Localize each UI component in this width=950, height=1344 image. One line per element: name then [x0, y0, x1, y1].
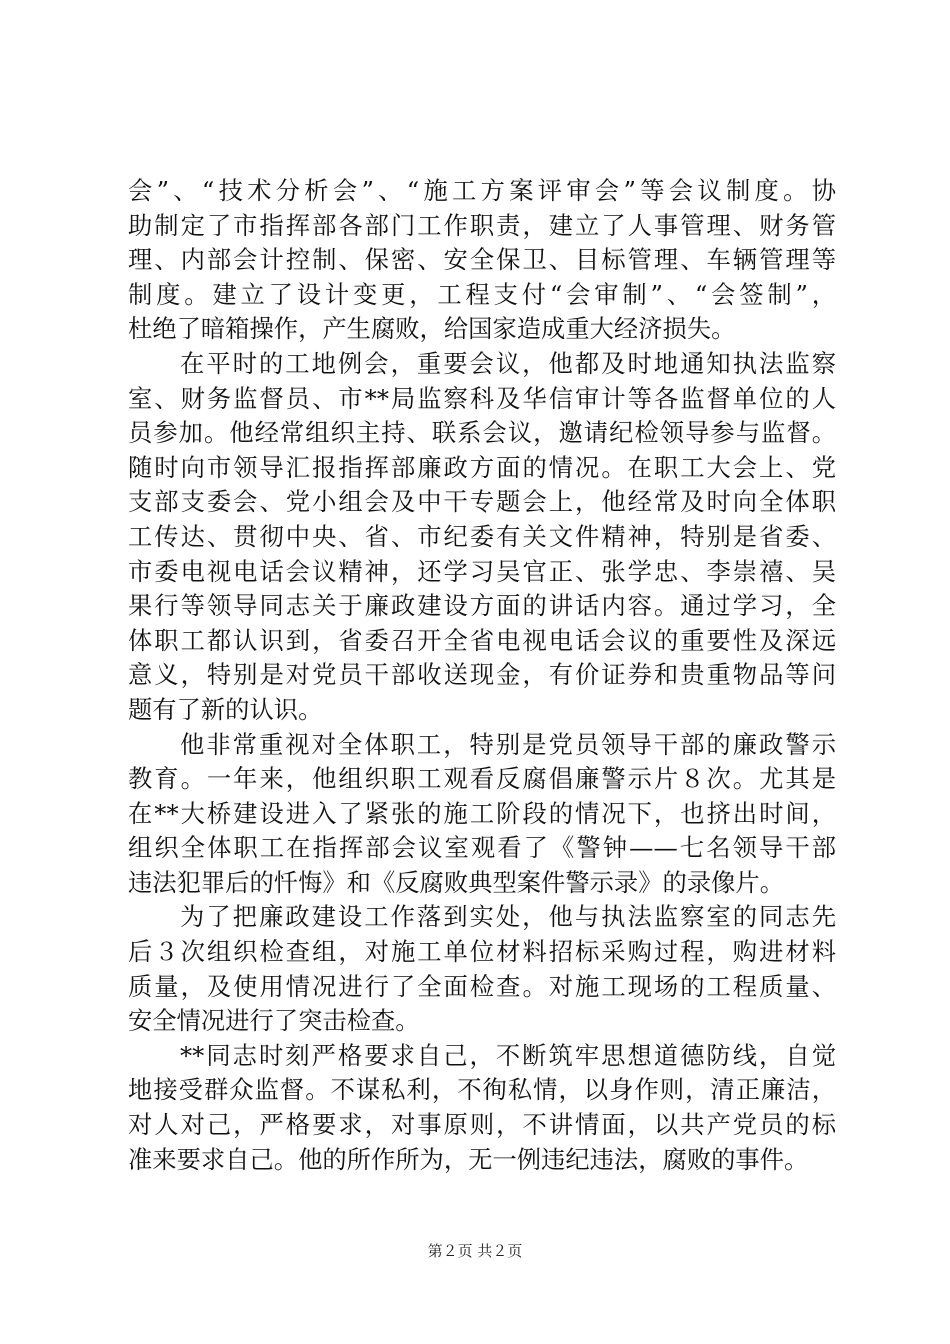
- text-line: 准来要求自己。他的所作所为，无一例违纪违法，腐败的事件。: [128, 1144, 809, 1174]
- text-line: 在**大桥建设进入了紧张的施工阶段的情况下，也挤出时间，: [128, 798, 836, 828]
- text-line: **同志时刻严格要求自己，不断筑牢思想道德防线，自觉: [180, 1040, 836, 1070]
- page-footer: 第２页 共２页: [427, 1242, 523, 1260]
- document-body: [128, 174, 836, 1177]
- paragraph: [128, 728, 836, 901]
- text-line: 理、内部会计控制、保密、安全保卫、目标管理、车辆管理等: [128, 245, 836, 275]
- text-line: 市委电视电话会议精神，还学习吴官正、张学忠、李崇禧、吴: [128, 556, 836, 586]
- text-line: 组织全体职工在指挥部会议室观看了《警钟——七名领导干部: [128, 833, 836, 863]
- text-line: 助制定了市指挥部各部门工作职责，建立了人事管理、财务管: [128, 210, 836, 240]
- text-line: 题有了新的认识。: [128, 694, 323, 724]
- paragraph: [128, 347, 836, 728]
- text-line: 随时向市领导汇报指挥部廉政方面的情况。在职工大会上、党: [128, 452, 836, 482]
- text-line: 会”、“技术分析会”、“施工方案评审会”等会议制度。协: [128, 176, 836, 205]
- text-line: 对人对己，严格要求，对事原则，不讲情面，以共产党员的标: [128, 1110, 836, 1140]
- paragraph: [128, 900, 836, 1038]
- text-line: 工传达、贯彻中央、省、市纪委有关文件精神，特别是省委、: [128, 521, 836, 551]
- text-line: 为了把廉政建设工作落到实处，他与执法监察室的同志先: [180, 902, 836, 932]
- text-line: 员参加。他经常组织主持、联系会议，邀请纪检领导参与监督。: [128, 418, 836, 448]
- text-line: 杜绝了暗箱操作，产生腐败，给国家造成重大经济损失。: [128, 314, 736, 344]
- paragraph: [128, 174, 836, 347]
- text-line: 地接受群众监督。不谋私利，不徇私情，以身作则，清正廉洁，: [128, 1075, 836, 1105]
- text-line: 安全情况进行了突击检查。: [128, 1006, 420, 1036]
- text-line: 质量，及使用情况进行了全面检查。对施工现场的工程质量、: [128, 971, 836, 1001]
- text-line: 制度。建立了设计变更，工程支付“会审制”、“会签制”，: [128, 279, 836, 309]
- text-line: 教育。一年来，他组织职工观看反腐倡廉警示片８次。尤其是: [128, 764, 836, 794]
- text-line: 室、财务监督员、市**局监察科及华信审计等各监督单位的人: [128, 383, 836, 413]
- text-line: 果行等领导同志关于廉政建设方面的讲话内容。通过学习，全: [128, 591, 836, 621]
- text-line: 支部支委会、党小组会及中干专题会上，他经常及时向全体职: [128, 487, 836, 517]
- text-line: 在平时的工地例会，重要会议，他都及时地通知执法监察: [180, 348, 836, 378]
- text-line: 违法犯罪后的忏悔》和《反腐败典型案件警示录》的录像片。: [128, 867, 785, 897]
- text-line: 他非常重视对全体职工，特别是党员领导干部的廉政警示: [180, 729, 836, 759]
- text-line: 体职工都认识到，省委召开全省电视电话会议的重要性及深远: [128, 625, 836, 655]
- text-line: 后３次组织检查组，对施工单位材料招标采购过程，购进材料: [128, 937, 836, 967]
- text-line: 意义，特别是对党员干部收送现金，有价证券和贵重物品等问: [128, 660, 836, 690]
- paragraph: [128, 1039, 836, 1177]
